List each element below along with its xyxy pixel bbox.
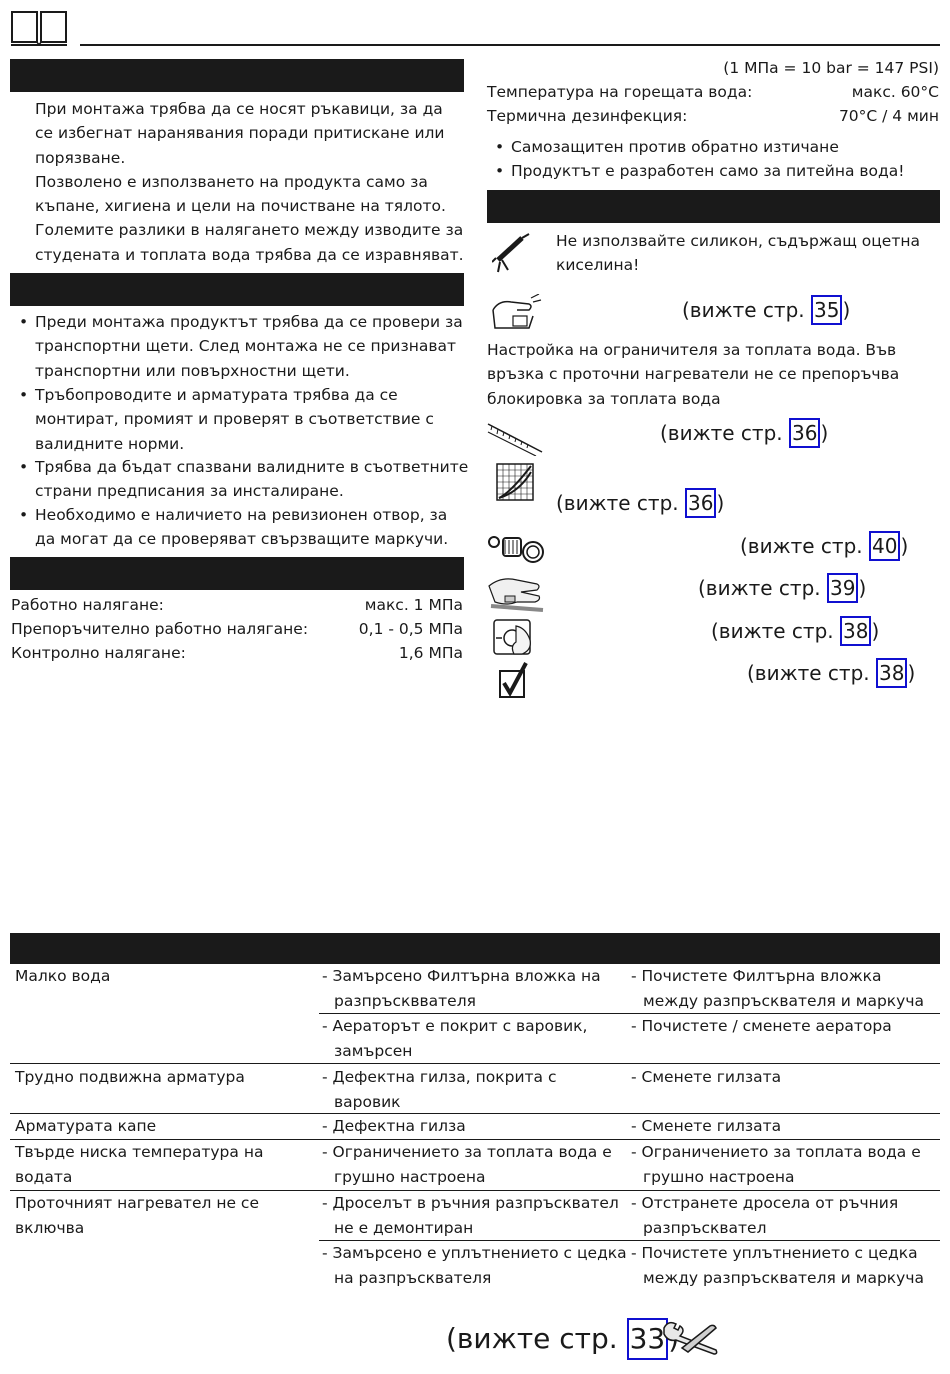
cause-cell: - Дефектна гилза	[322, 1117, 466, 1135]
checkmark-icon	[498, 661, 530, 699]
tech-row: Контролно налягане: 1,6 МПа	[11, 644, 463, 662]
section-bar-symbols	[487, 190, 940, 223]
page-ref: (вижте стр. 38 )	[711, 616, 879, 646]
cause-cell: - Замърсено е уплътнението с цедка на разпръсквателя	[322, 1244, 627, 1287]
page-ref: (вижте стр. 39 )	[698, 573, 866, 603]
page-ref: (вижте стр. 36 )	[660, 418, 828, 448]
safety-line: се избегнат наранявания поради притискане или	[35, 124, 445, 143]
remedy-cell: - Отстранете дросела от ръчния разпръсквател	[631, 1194, 899, 1237]
page-ref-bottom: (вижте стр. 33	[446, 1318, 679, 1360]
tech-bullet: • Самозащитен против обратно изтичане	[495, 138, 839, 156]
safety-line: Позволено е използването на продукта само за	[35, 172, 428, 191]
section-bar-technical	[10, 557, 464, 590]
page-ref: (вижте стр. 36 )	[556, 488, 724, 518]
page-ref-number[interactable]: 33	[627, 1318, 669, 1360]
page-ref: (вижте стр. 40 )	[740, 531, 908, 561]
page-ref: (вижте стр. 35 )	[682, 295, 850, 325]
remedy-cell: - Почистете Филтърна вложка между разпръсквателя и маркуча	[631, 967, 924, 1010]
install-bullet: • Преди монтажа продуктът трябва да се провери за транспортни щети. След монтажа не се признават транспортни или повърхностни щети.	[19, 313, 463, 380]
tech-row: Температура на горещата вода: макс. 60°C	[487, 83, 939, 101]
page-ref-number[interactable]: 40	[869, 531, 900, 561]
safety-text	[35, 97, 465, 267]
tech-bullet: • Продуктът е разработен само за питейна вода!	[495, 162, 905, 180]
header-rule	[80, 44, 940, 46]
safety-line: студената и топлата вода трябва да се изравняват.	[35, 245, 464, 264]
safety-line: При монтажа трябва да се носят ръкавици, за да	[35, 100, 443, 118]
problem-cell: Трудно подвижна арматура	[15, 1068, 245, 1086]
install-bullet: • Необходимо е наличието на ревизионен отвор, за да могат да се проверяват свързващите маркучи.	[19, 506, 449, 549]
problem-cell: Арматурата капе	[15, 1117, 157, 1135]
operation-hand-icon	[490, 616, 538, 658]
cause-cell: - Дроселът в ръчния разпръсквател не е демонтиран	[322, 1194, 619, 1237]
safety-line: къпане, хигиена и цели на почистване на тялото.	[35, 197, 446, 216]
problem-cell: Твърде ниска температура на водата	[15, 1143, 264, 1186]
ruler-icon	[486, 420, 544, 456]
install-bullet: • Тръбопроводите и арматурата трябва да се монтират, промият и проверят в съответствие с валидните норми.	[19, 386, 434, 453]
cause-cell: - Ограничението за топлата вода е грушно настроена	[322, 1143, 612, 1186]
flow-diagram-icon	[495, 462, 535, 502]
cause-cell: - Дефектна гилза, покрита с варовик	[322, 1068, 557, 1111]
book-icon	[10, 10, 68, 48]
cleaning-hand-icon	[487, 572, 545, 612]
page-ref-number[interactable]: 35	[811, 295, 842, 325]
problem-cell: Малко вода	[15, 967, 111, 985]
remedy-cell: - Сменете гилзата	[631, 1068, 782, 1086]
cause-cell: - Замърсено Филтърна вложка на разпръскввателя	[322, 967, 601, 1010]
problem-cell: Проточният нагревател не се включва	[15, 1194, 259, 1237]
page-ref-number[interactable]: 39	[827, 573, 858, 603]
spare-parts-icon	[487, 532, 545, 566]
safety-line: Големите разлики в налягането между изводите за	[35, 221, 464, 240]
page-ref-number[interactable]: 36	[789, 418, 820, 448]
remedy-cell: - Сменете гилзата	[631, 1117, 782, 1135]
hand-adjust-icon	[489, 294, 543, 334]
tech-row: Работно налягане: макс. 1 МПа	[11, 596, 463, 614]
remedy-cell: - Почистете / сменете аератора	[631, 1017, 892, 1035]
tech-row: Термична дезинфекция: 70°C / 4 мин	[487, 107, 939, 125]
remedy-cell: - Ограничението за топлата вода е грушно настроена	[631, 1143, 921, 1186]
page-ref-number[interactable]: 38	[876, 658, 907, 688]
page-ref: (вижте стр. 38 )	[747, 658, 915, 688]
wrench-icon	[660, 1320, 720, 1356]
table-row-rule	[10, 1063, 940, 1064]
cause-cell: - Аераторът е покрит с варовик, замърсен	[322, 1017, 588, 1060]
limiter-note: Настройка на ограничителя за топлата вода. Във връзка с проточни нагреватели не се препоръчва блокировка за топлата вода	[487, 341, 900, 408]
pressure-conversion: (1 МПа = 10 bar = 147 PSI)	[723, 59, 939, 77]
install-bullet: • Трябва да бъдат спазвани валидните в съответните страни предписания за инсталиране.	[19, 458, 469, 501]
remedy-cell: - Почистете уплътнението с цедка между разпръсквателя и маркуча	[631, 1244, 924, 1287]
section-bar-troubleshooting	[10, 933, 940, 963]
section-bar-safety	[10, 59, 464, 92]
silicone-note: Не използвайте силикон, съдържащ оцетна киселина!	[556, 232, 921, 275]
safety-line: порязване.	[35, 148, 126, 167]
tech-row: Препоръчително работно налягане: 0,1 - 0,5 МПа	[11, 620, 463, 638]
page-ref-number[interactable]: 38	[840, 616, 871, 646]
section-bar-installation	[10, 273, 464, 306]
page-ref-number[interactable]: 36	[685, 488, 716, 518]
silicone-gun-icon	[492, 232, 532, 274]
